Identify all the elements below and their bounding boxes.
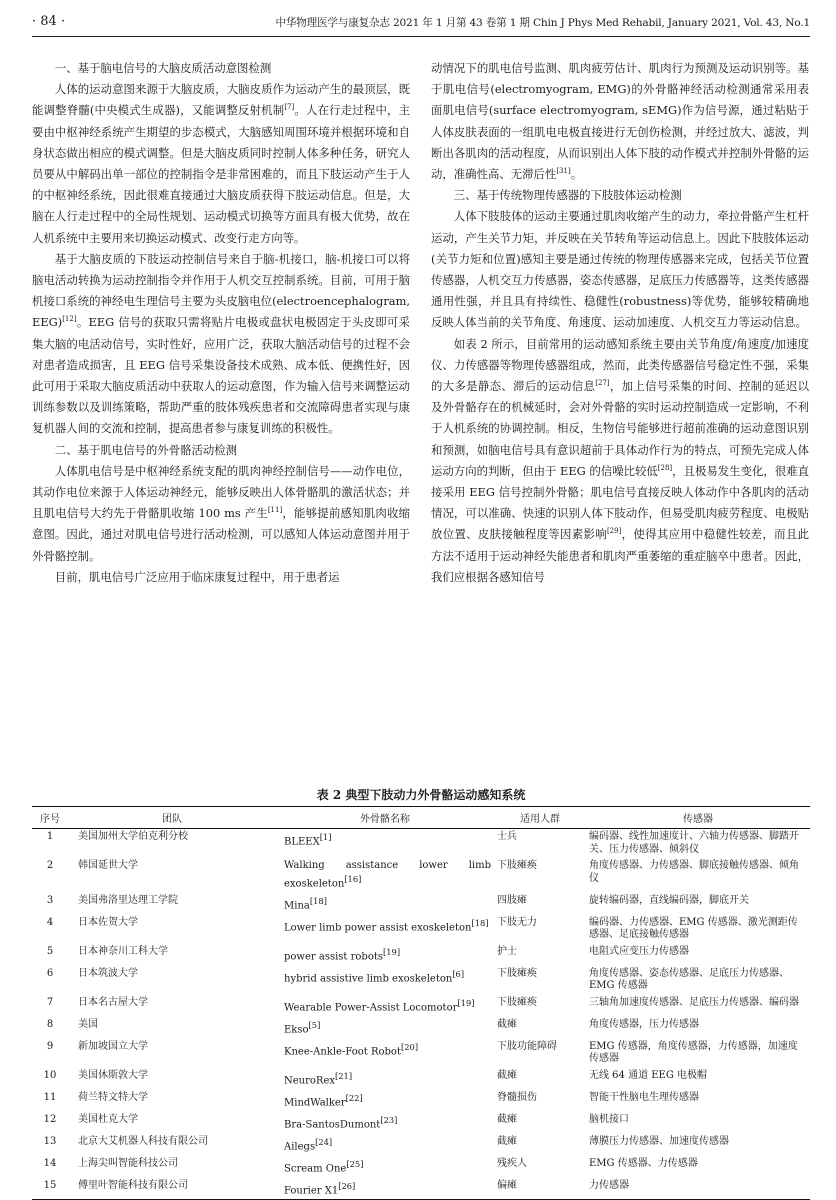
cell-users: 下肢瘫痪 <box>497 860 537 872</box>
cell-index: 5 <box>46 945 54 957</box>
cell-sensors: 电阻式应变压力传感器 <box>589 945 689 957</box>
citation: [18] <box>309 895 327 906</box>
cell-index: 9 <box>46 1040 54 1052</box>
table-row <box>32 1112 810 1134</box>
cell-index: 14 <box>43 1157 57 1169</box>
header-sensors: 传感器 <box>683 814 713 825</box>
cell-team: 日本神奈川工科大学 <box>78 945 168 957</box>
citation: [23] <box>380 1114 398 1125</box>
cell-users: 士兵 <box>497 831 517 842</box>
citation: [27] <box>595 379 610 388</box>
paragraph: 基于大脑皮质的下肢运动控制信号来自于脑-机接口，脑-机接口可以将脑电活动转换为运动控制指令并作用于人机交互控制系统。目前，可用于脑机接口系统的神经电生理信号主要为头皮脑电位(electroencephalogram, EEG)[12]。EEG 信号的获取只需将贴片电极或盘状电极固定于头皮即可采集大脑的电活动信号，实时性好，应用广泛，获取大脑活动信号的过程不会对患者造成损害，且 EEG 信号采集设备技术成熟、成本低、便携性好，因此可用于采取大脑皮质活动中获取人的运动意图，作为输入信号来调整运动训练参数以及训练策略，帮助严重的肢体残疾患者和交流障碍患者实现与康复机器人间的交流和控制，提高患者参与康复训练的积极性。 <box>32 251 410 436</box>
cell-team: 荷兰特文特大学 <box>78 1091 148 1103</box>
citation: [19] <box>382 946 401 957</box>
paragraph: 人体的运动意图来源于大脑皮质，大脑皮质作为运动产生的最顶层，既能调整脊髓(中央模式生成器)，又能调整反射机制[7]。人在行走过程中，主要由中枢神经系统产生期望的步态模式，大脑感知周围环境并根据环境和自身状态做出相应的模式调整。但是大脑皮质同时控制人体多种任务，研究人员要从中解码出单一部位的控制指令是非常困难的，而且下肢运动产生于人的中枢神经系统，因此很难直接通过大脑皮质获得下肢运动信息。但是，大脑在人行走过程中的全局性规划、运动模式切换等方面具有极大优势，故在人机系统中主要用来切换运动模式、改变行走方向等。 <box>32 82 410 245</box>
cell-sensors: 无线 64 通道 EEG 电极帽 <box>589 1069 708 1081</box>
cell-exoskeleton: BLEEX[1] <box>284 832 332 848</box>
cell-exoskeleton: Ekso[5] <box>284 1019 321 1036</box>
paragraph: 如表 2 所示，目前常用的运动感知系统主要由关节角度/角速度/加速度仪、力传感器等物理传感器组成，然而，此类传感器信号稳定性不强，采集的大多是静态、滞后的运动信息[27]，加上信号采集的时间、控制的延迟以及外骨骼存在的机械延时，会对外骨骼的实时运动控制造成一定影响，不利于人机系统的协调控制。相反，生物信号能够进行超前准确的运动意图识别和预测，如脑电信号具有意识超前于具体动作行为的特点，可预先完成人体运动方向的判断，但由于 EEG 的信噪比较低[28]，且极易发生变化，很难直接采用 EEG 信号控制外骨骼；肌电信号直接反映人体动作中各肌肉的活动情况，可以准确、快速的识别人体下肢动作，但易受肌肉疲劳程度、电极贴放位置、皮肤接触程度等因素影响[29]，使得其应用中稳健性较差，而且此方法不适用于运动神经失能患者和肌肉严重萎缩的重症脑卒中患者。因此，我们应根据各感知信号 <box>431 336 809 584</box>
cell-index: 4 <box>46 916 54 928</box>
citation: [6] <box>452 968 465 979</box>
cell-sensors: 脑机接口 <box>589 1113 629 1125</box>
section-heading: 三、基于传统物理传感器的下肢肢体运动检测 <box>453 188 682 203</box>
table-row <box>32 829 810 859</box>
cell-team: 日本佐贺大学 <box>78 916 138 928</box>
paragraph: 动情况下的肌电信号监测、肌肉疲劳估计、肌肉行为预测及运动识别等。基于肌电信号(electromyogram, EMG)的外骨骼神经活动检测通常采用表面肌电信号(surface electromyogram, sEMG)作为信号源，通过粘贴于人体皮肤表面的一组肌电电极直接进行无创伤检测，并经过放大、滤波，判断出各肌肉的活动程度，从而识别出人体下肢的动作模式并控制外骨骼的运动，准确性高、无滞后性[31]。 <box>431 61 809 182</box>
cell-users: 下肢无力 <box>497 916 537 928</box>
table-header-row <box>32 807 810 829</box>
cell-users: 截瘫 <box>497 1018 517 1030</box>
citation: [19] <box>457 997 475 1008</box>
cell-exoskeleton: hybrid assistive limb exoskeleton[6] <box>284 968 465 985</box>
header-index: 序号 <box>40 814 60 825</box>
cell-sensors: 编码器、线性加速度计、六轴力传感器、脚踏开关、压力传感器、倾斜仪 <box>589 831 799 855</box>
citation: [31] <box>556 167 571 176</box>
cell-users: 护士 <box>497 945 517 957</box>
cell-team: 北京大艾机器人科技有限公司 <box>78 1135 208 1147</box>
table-row <box>32 1090 810 1112</box>
header-team: 团队 <box>162 814 182 825</box>
cell-exoskeleton: Fourier X1[26] <box>284 1180 356 1196</box>
cell-team: 上海尖叫智能科技公司 <box>78 1157 178 1169</box>
cell-sensors: 角度传感器，压力传感器 <box>589 1018 699 1030</box>
cell-team: 日本名古屋大学 <box>78 996 148 1008</box>
cell-users: 截瘫 <box>497 1069 517 1081</box>
table-caption: 表 2 典型下肢动力外骨骼运动感知系统 <box>316 788 526 802</box>
table-body <box>32 829 810 1200</box>
cell-sensors: 角度传感器、姿态传感器、足底压力传感器、EMG 传感器 <box>589 967 789 992</box>
paragraph: 目前，肌电信号广泛应用于临床康复过程中，用于患者运 <box>54 569 340 584</box>
journal-running-head: 中华物理医学与康复杂志 2021 年 1 月第 43 卷第 1 期 Chin J Phys Med Rehabil, January 2021, Vol. 43, No.1 <box>275 17 810 29</box>
cell-exoskeleton: Mina[18] <box>284 895 327 912</box>
cell-exoskeleton: power assist robots[19] <box>284 946 401 963</box>
paragraph: 人体下肢肢体的运动主要通过肌肉收缩产生的动力，牵拉骨骼产生杠杆运动，产生关节力矩，并反映在关节转角等运动信息上。因此下肢肢体运动(关节力矩和位置)感知主要是通过传统的物理传感器来完成，包括关节位置传感器，人机交互力传感器，姿态传感器，足底压力传感器等，这类传感器通用性强，并且具有持续性、稳健性(robustness)等优势，能够较精确地反映人体当前的关节角度、角速度、运动加速度、人机交互力等运动信息。 <box>431 209 809 330</box>
table-row <box>32 995 810 1017</box>
cell-sensors: 智能干性脑电生理传感器 <box>589 1091 699 1103</box>
section-heading: 一、基于脑电信号的大脑皮质活动意图检测 <box>54 61 272 75</box>
citation: [12] <box>62 315 77 324</box>
section-heading: 二、基于肌电信号的外骨骼活动检测 <box>54 442 238 457</box>
cell-index: 10 <box>43 1069 57 1081</box>
cell-users: 偏瘫 <box>497 1179 517 1191</box>
cell-team: 新加坡国立大学 <box>78 1040 148 1052</box>
paragraph: 人体肌电信号是中枢神经系统支配的肌肉神经控制信号——动作电位，其动作电位来源于人体运动神经元，能够反映出人体骨骼肌的激活状态；并且肌电信号大约先于骨骼肌收缩 100 ms 产生[11]，能够提前感知肌肉收缩意图。因此，通过对肌电信号进行活动检测，可以感知人体运动意图并用于外骨骼控制。 <box>32 463 410 563</box>
cell-index: 1 <box>46 831 54 842</box>
cell-exoskeleton: NeuroRex[21] <box>284 1070 353 1087</box>
cell-sensors: EMG 传感器，角度传感器，力传感器，加速度传感器 <box>589 1040 798 1065</box>
table-row <box>32 1156 810 1178</box>
right-column <box>431 58 809 738</box>
header-users: 适用人群 <box>520 814 560 825</box>
cell-index: 12 <box>43 1113 57 1125</box>
page-header <box>32 14 810 34</box>
citation: [22] <box>345 1092 363 1103</box>
cell-users: 截瘫 <box>497 1135 517 1147</box>
table-row <box>32 1039 810 1068</box>
cell-sensors: 薄膜压力传感器、加速度传感器 <box>589 1135 729 1147</box>
header-exoskeleton: 外骨骼名称 <box>360 814 410 825</box>
cell-exoskeleton: Ailegs[24] <box>284 1136 333 1153</box>
cell-team: 韩国延世大学 <box>78 860 138 872</box>
header-rule <box>32 36 810 37</box>
left-column <box>32 58 410 738</box>
citation: [25] <box>346 1158 364 1169</box>
cell-sensors: 角度传感器、力传感器、脚底接触传感器、倾角仪 <box>589 860 799 884</box>
citation: [16] <box>344 873 362 884</box>
cell-index: 3 <box>46 894 54 906</box>
cell-exoskeleton: Bra-SantosDumont[23] <box>284 1114 398 1131</box>
cell-sensors: 力传感器 <box>589 1179 629 1191</box>
cell-index: 8 <box>46 1018 54 1030</box>
cell-index: 13 <box>43 1135 57 1147</box>
cell-users: 下肢功能障碍 <box>497 1040 557 1052</box>
cell-team: 美国弗洛里达理工学院 <box>78 894 178 906</box>
cell-index: 11 <box>43 1091 57 1103</box>
cell-users: 四肢瘫 <box>497 894 527 906</box>
cell-exoskeleton: Knee-Ankle-Foot Robot[20] <box>284 1041 419 1058</box>
cell-team: 美国加州大学伯克利分校 <box>78 831 188 842</box>
cell-users: 脊髓损伤 <box>497 1091 537 1103</box>
page-number: · 84 · <box>32 14 66 29</box>
cell-users: 下肢瘫痪 <box>497 996 537 1008</box>
cell-users: 截瘫 <box>497 1113 517 1125</box>
citation: [24] <box>315 1136 333 1147</box>
citation: [28] <box>657 464 673 473</box>
cell-exoskeleton: Lower limb power assist exoskeleton[18] <box>284 917 489 933</box>
citation: [5] <box>308 1019 321 1030</box>
cell-team: 美国杜克大学 <box>78 1113 138 1125</box>
cell-exoskeleton: Wearable Power-Assist Locomotor[19] <box>284 997 475 1014</box>
table-row <box>32 1068 810 1090</box>
table-row <box>32 1017 810 1039</box>
citation: [1] <box>319 832 332 842</box>
cell-users: 下肢瘫痪 <box>497 967 537 979</box>
citation: [18] <box>471 917 489 928</box>
cell-team: 美国 <box>78 1018 98 1030</box>
cell-team: 傅里叶智能科技有限公司 <box>78 1179 188 1191</box>
cell-exoskeleton: MindWalker[22] <box>284 1092 363 1109</box>
table-row <box>32 893 810 915</box>
citation: [20] <box>400 1041 419 1052</box>
table-row <box>32 966 810 995</box>
cell-users: 残疾人 <box>497 1157 527 1169</box>
cell-sensors: 旋转编码器，直线编码器，脚底开关 <box>589 894 749 906</box>
table-row <box>32 944 810 966</box>
table-row <box>32 858 810 893</box>
table-row <box>32 1134 810 1156</box>
table-row <box>32 1178 810 1200</box>
table-2 <box>32 806 810 1200</box>
cell-sensors: 编码器、力传感器、EMG 传感器、激光测距传感器、足底接触传感器 <box>589 916 798 941</box>
cell-index: 6 <box>46 967 54 979</box>
cell-team: 日本筑波大学 <box>78 967 138 979</box>
table-row <box>32 915 810 944</box>
citation: [29] <box>606 527 622 536</box>
cell-sensors: EMG 传感器、力传感器 <box>589 1157 698 1169</box>
cell-team: 美国休斯敦大学 <box>78 1069 148 1081</box>
cell-index: 2 <box>46 860 54 872</box>
cell-exoskeleton: Scream One[25] <box>284 1158 364 1174</box>
cell-exoskeleton: Walking assistance lower limb exoskeleton[16] <box>284 860 491 890</box>
cell-index: 7 <box>46 996 54 1008</box>
citation: [7] <box>284 103 295 112</box>
cell-index: 15 <box>43 1179 57 1191</box>
citation: [26] <box>338 1180 356 1191</box>
citation: [11] <box>267 506 283 515</box>
cell-sensors: 三轴角加速度传感器、足底压力传感器、编码器 <box>589 996 799 1008</box>
citation: [21] <box>335 1070 353 1081</box>
